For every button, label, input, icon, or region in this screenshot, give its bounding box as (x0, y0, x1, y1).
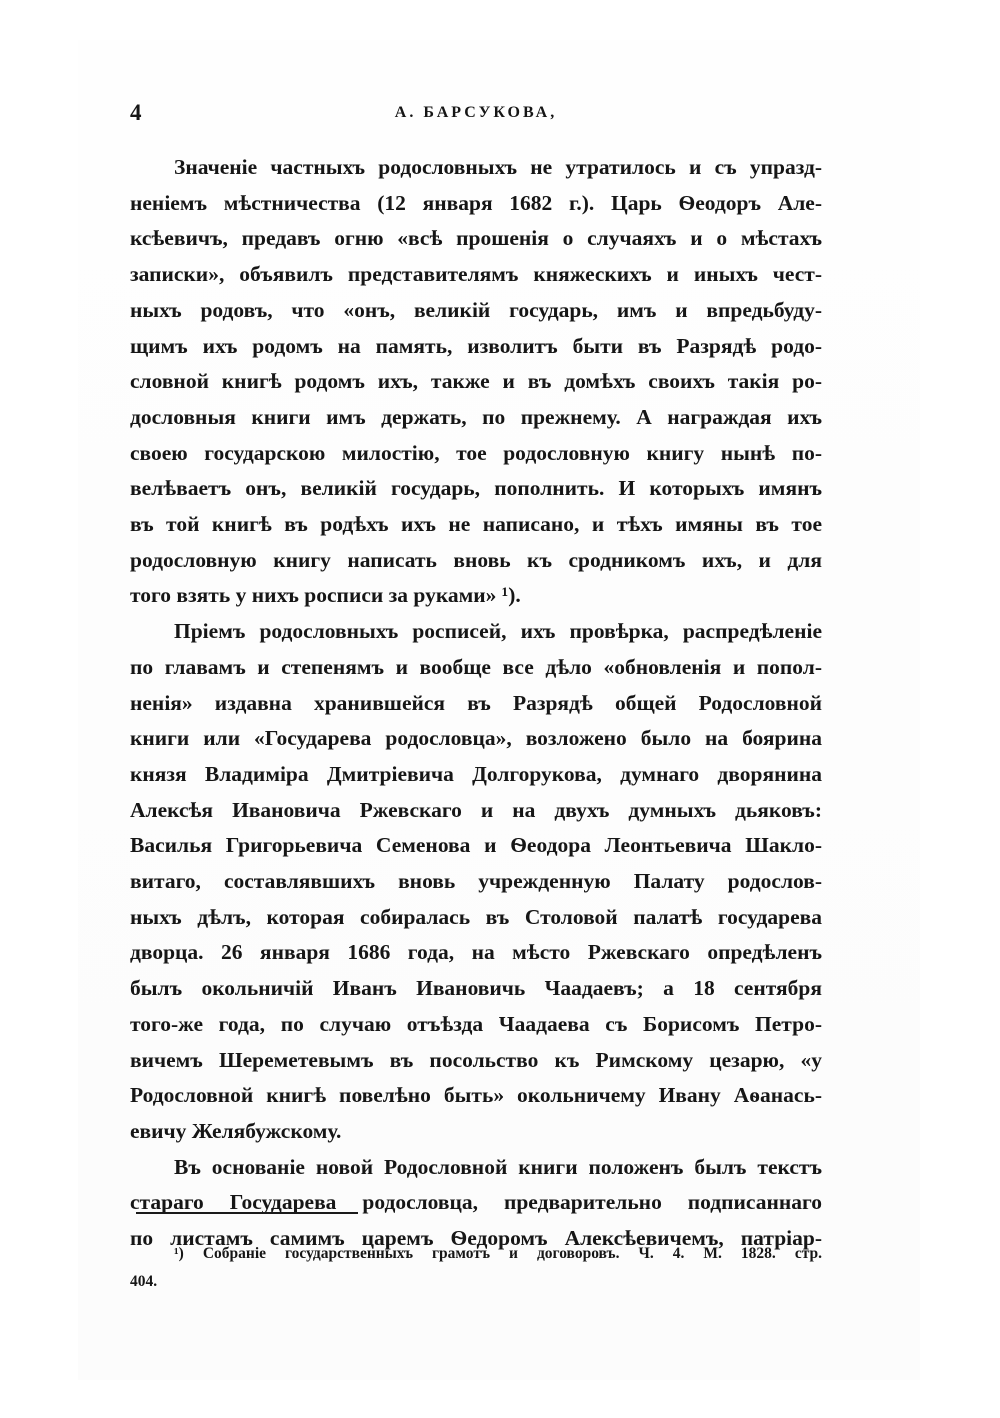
text-line: велѣваетъ онъ, великій государь, пополнить. И которыхъ имянъ (130, 476, 822, 501)
text-line: книги или «Государева родословца», возложено было на боярина (130, 726, 822, 751)
text-line: дословныя книги имъ держать, по прежнему. А награждая ихъ (130, 404, 822, 429)
paragraph-2 (130, 614, 822, 1150)
text-line: князя Владиміра Дмитріевича Долгорукова, думнаго дворянина (130, 761, 822, 786)
paragraph-1 (130, 150, 822, 614)
text-line: щимъ ихъ родомъ на память, изволитъ быти въ Разрядѣ родо- (130, 333, 822, 358)
body-text (130, 150, 822, 1257)
footnote-divider (136, 1212, 358, 1214)
running-head: А. БАРСУКОВА, (394, 104, 558, 121)
text-line: евичу Желябужскому. (130, 1118, 342, 1143)
text-line: стараго Государева родословца, предварительно подписаннаго (130, 1190, 822, 1215)
text-line: по листамъ самимъ царемъ Ѳедоромъ Алексѣевичемъ, патріар- (130, 1226, 822, 1251)
text-line: дворца. 26 января 1686 года, на мѣсто Ржевскаго опредѣленъ (130, 940, 822, 965)
text-line: записки», объявилъ представителямъ княжескихъ и иныхъ чест- (130, 262, 822, 287)
text-line: родословную книгу написать вновь къ сродникомъ ихъ, и для (130, 547, 822, 572)
text-line: былъ окольничій Иванъ Ивановичь Чаадаевъ; а 18 сентября (130, 976, 822, 1001)
text-line: витаго, составлявшихъ вновь учрежденную Палату родослов- (130, 869, 822, 894)
text-line: своею государскою милостію, тое родословную книгу нынѣ по- (130, 440, 822, 465)
text-line: ксѣевичъ, предавъ огню «всѣ прошенія о случаяхъ и о мѣстахъ (130, 226, 822, 251)
page-header (130, 100, 822, 140)
text-line: ненія» издавна хранившейся въ Разрядѣ общей Родословной (130, 690, 822, 715)
text-line: того-же года, по случаю отъѣзда Чаадаева съ Борисомъ Петро- (130, 1011, 822, 1036)
text-line: неніемъ мѣстничества (12 января 1682 г.). Царь Ѳеодоръ Але- (130, 190, 822, 215)
text-line: Пріемъ родословныхъ росписей, ихъ провѣрка, распредѣленіе (174, 619, 822, 644)
text-line: того взять у нихъ росписи за руками» ¹). (130, 583, 521, 608)
footnote-line: ¹) Собраніе государственныхъ грамотъ и договоровъ. Ч. 4. М. 1828. стр. (174, 1245, 822, 1262)
footnote (130, 1240, 822, 1296)
text-line: Въ основаніе новой Родословной книги положенъ былъ текстъ (174, 1154, 822, 1179)
text-line: въ той книгѣ въ родѣхъ ихъ не написано, и тѣхъ имяны въ тое (130, 512, 822, 537)
text-line: ныхъ дѣлъ, которая собиралась въ Столовой палатѣ государева (130, 904, 822, 929)
text-line: Значеніе частныхъ родословныхъ не утратилось и съ упразд- (174, 155, 822, 179)
page-number: 4 (130, 100, 142, 125)
text-line: Родословной книгѣ повелѣно быть» окольничему Ивану Аѳанась- (130, 1083, 822, 1108)
text-line: ныхъ родовъ, что «онъ, великій государь, имъ и впредьбуду- (130, 297, 822, 322)
text-line: словной книгѣ родомъ ихъ, также и въ домѣхъ своихъ такія ро- (130, 369, 822, 394)
text-line: Алексѣя Ивановича Ржевскаго и на двухъ думныхъ дьяковъ: (130, 797, 822, 822)
text-line: вичемъ Шереметевымъ въ посольство къ Римскому цезарю, «у (130, 1047, 822, 1072)
text-line: по главамъ и степенямъ и вообще все дѣло «обновленія и попол- (130, 654, 822, 679)
footnote-line: 404. (130, 1273, 158, 1290)
text-line: Василья Григорьевича Семенова и Ѳеодора Леонтьевича Шакло- (130, 833, 822, 858)
